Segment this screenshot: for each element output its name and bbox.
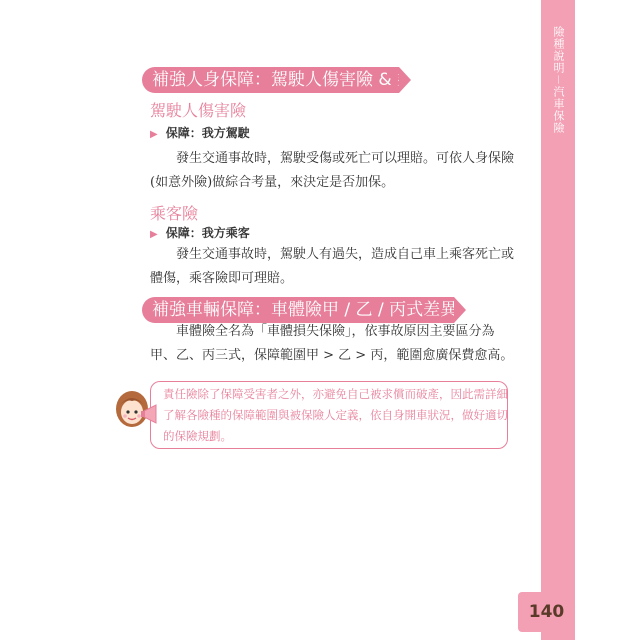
side-tab-label: 險種說明－汽車保險	[552, 26, 565, 134]
body-passenger	[150, 243, 520, 291]
body-driver-injury	[150, 147, 520, 195]
bullet-driver-coverage	[150, 124, 250, 141]
section-header-personal: 補強人身保障：駕駛人傷害險 & 乘客險	[142, 67, 399, 93]
bullet-passenger-coverage	[150, 224, 250, 241]
triangle-right-icon: ▶	[150, 129, 158, 140]
section-header-vehicle: 補強車輛保障：車體險甲 / 乙 / 丙式差異看這裡	[142, 297, 454, 323]
tip-text: 責任險除了保障受害者之外，亦避免自己被求償而破產，因此需詳細了解各險種的保障範圍與被保險人定義，依自身開車狀況，做好適切的保險規劃。	[163, 387, 508, 443]
body-vehicle	[150, 320, 520, 368]
bullet-passenger-coverage-label: 保障：我方乘客	[165, 226, 250, 240]
triangle-right-icon: ▶	[150, 229, 158, 240]
subheading-passenger: 乘客險	[150, 204, 199, 223]
subheading-driver-injury: 駕駛人傷害險	[150, 101, 247, 120]
body-driver-injury-text: 發生交通事故時，駕駛受傷或死亡可以理賠。可依人身保險(如意外險)做綜合考量，來決定是否加保。	[150, 151, 515, 190]
page-number: 140	[518, 592, 575, 632]
megaphone-girl-icon	[112, 385, 162, 435]
body-passenger-text: 發生交通事故時，駕駛人有過失，造成自己車上乘客死亡或體傷，乘客險即可理賠。	[150, 247, 515, 286]
body-vehicle-text: 車體險全名為「車體損失保險」，依事故原因主要區分為甲、乙、丙三式，保障範圍甲 > 乙 > 丙，範圍愈廣保費愈高。	[150, 324, 514, 363]
bullet-driver-coverage-label: 保障：我方駕駛	[165, 126, 250, 140]
